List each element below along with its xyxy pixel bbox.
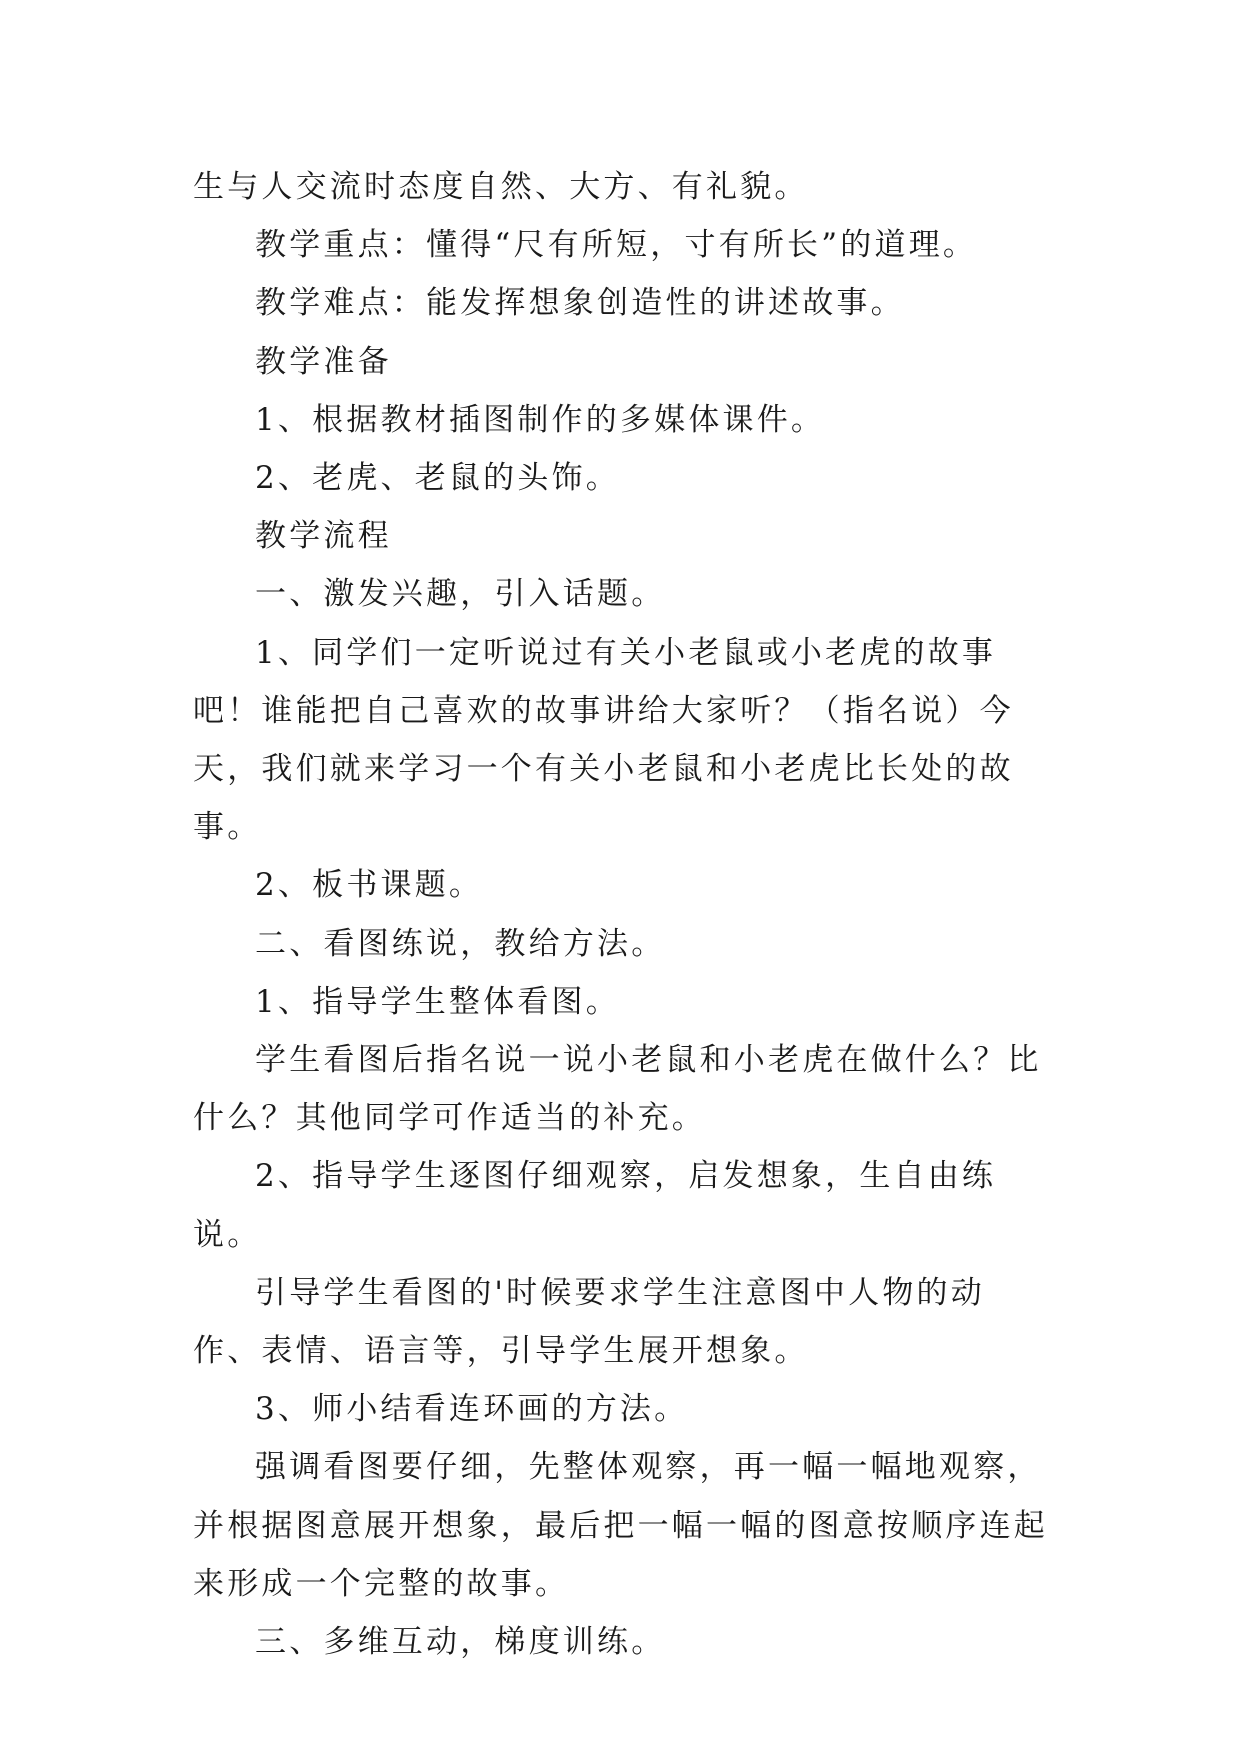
paragraph: 强调看图要仔细，先整体观察，再一幅一幅地观察，并根据图意展开想象，最后把一幅一幅的图意按顺序连起来形成一个完整的故事。 — [193, 1449, 1048, 1602]
list-item: 3、师小结看连环画的方法。 — [255, 1391, 689, 1428]
heading-teaching-process: 教学流程 — [255, 518, 392, 555]
section-heading: 二、看图练说，教给方法。 — [255, 925, 666, 962]
list-item: 2、老虎、老鼠的头饰。 — [255, 460, 620, 497]
list-item: 1、指导学生整体看图。 — [255, 983, 620, 1020]
paragraph: 学生看图后指名说一说小老鼠和小老虎在做什么？比什么？其他同学可作适当的补充。 — [193, 1042, 1042, 1137]
list-item: 1、根据教材插图制作的多媒体课件。 — [255, 401, 826, 438]
list-item: 2、指导学生逐图仔细观察，启发想象，生自由练说。 — [193, 1158, 997, 1253]
paragraph: 1、同学们一定听说过有关小老鼠或小老虎的故事吧！谁能把自己喜欢的故事讲给大家听？（指名说）今天，我们就来学习一个有关小老鼠和小老虎比长处的故事。 — [193, 634, 1014, 846]
paragraph-teaching-focus: 教学重点：懂得“尺有所短，寸有所长”的道理。 — [255, 227, 978, 264]
list-item: 2、板书课题。 — [255, 867, 484, 904]
document-body — [193, 158, 1053, 1671]
paragraph: 引导学生看图的'时候要求学生注意图中人物的动作、表情、语言等，引导学生展开想象。 — [193, 1274, 985, 1370]
paragraph-teaching-difficulty: 教学难点：能发挥想象创造性的讲述故事。 — [255, 285, 905, 322]
heading-teaching-preparation: 教学准备 — [255, 343, 392, 380]
section-heading: 一、激发兴趣，引入话题。 — [255, 576, 666, 613]
paragraph: 生与人交流时态度自然、大方、有礼貌。 — [193, 169, 809, 205]
section-heading: 三、多维互动，梯度训练。 — [255, 1624, 666, 1661]
